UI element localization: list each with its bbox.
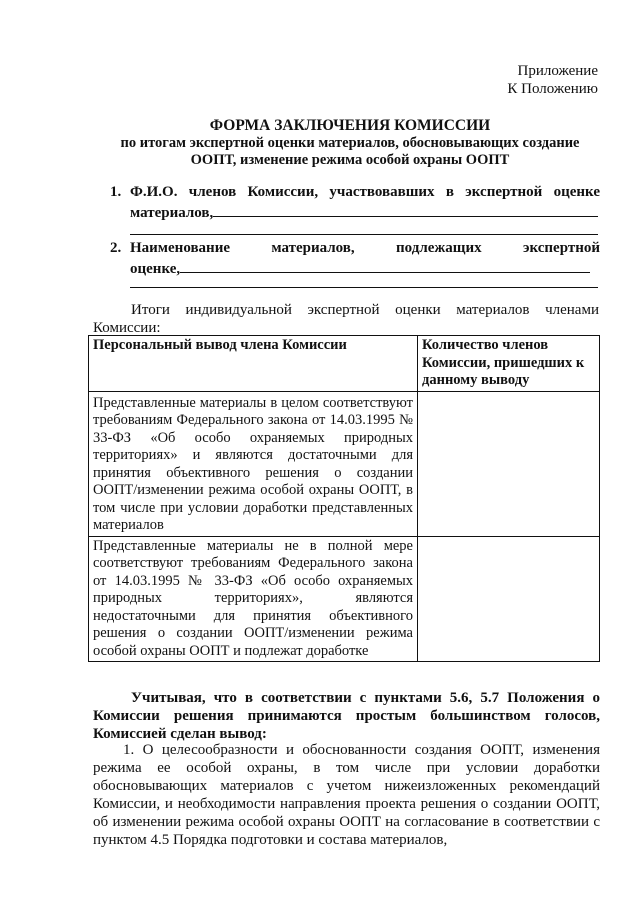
item-number: 2. [110, 240, 122, 256]
item-text-line-2-wrap [130, 202, 600, 223]
item-text-line-2-wrap [130, 258, 600, 279]
fill-line[interactable] [213, 202, 598, 217]
item-number: 1. [110, 184, 122, 200]
table-header-row [89, 336, 600, 392]
item-text-line-1: Ф.И.О. членов Комиссии, участвовавших в экспертной оценке [130, 184, 600, 200]
table-cell-conclusion: Представленные материалы не в полной мере соответствуют требованиям Федерального закона от 14.03.1995 № 33-ФЗ «Об особо охраняемых природных территориях», являются недостаточными для принятия объективного решения о создании ООПТ/изменении режима особой охраны ООПТ и подлежат доработке [89, 536, 418, 662]
table-cell-conclusion: Представленные материалы в целом соответствуют требованиям Федерального закона от 14.03.1995 № 33-ФЗ «Об особо охраняемых природных территориях» и являются достаточными для принятия объективного решения о создании ООПТ/изменении режима особой охраны ООПТ, в том числе при условии доработки представленных материалов [89, 391, 418, 536]
form-subtitle-line-2: ООПТ, изменение режима особой охраны ООПТ [190, 152, 510, 168]
evaluation-table [88, 335, 600, 662]
appendix-header [507, 62, 598, 98]
table-header-conclusion: Персональный вывод члена Комиссии [89, 336, 418, 392]
fill-line[interactable] [180, 258, 590, 273]
conclusion-point-1: 1. О целесообразности и обоснованности создания ООПТ, изменения режима ее особой охраны, в том числе при условии доработки обосновывающих материалов с учетом нижеизложенных рекомендаций Комиссии, и необходимости направления проекта решения о создании ООПТ, об изменении режима особой охраны ООПТ на согласование в соответствии с пунктом 4.5 Порядка подготовки и состава материалов, [93, 742, 600, 848]
table-row [89, 391, 600, 536]
table-header-count: Количество членов Комиссии, пришедших к данному выводу [418, 336, 600, 392]
conclusion-lead: Учитывая, что в соответствии с пунктами 5.6, 5.7 Положения о Комиссии решения принимаются простым большинством голосов, Комиссией сделан вывод: [93, 690, 600, 742]
item-text-line-1: Наименование материалов, подлежащих экспертной [130, 240, 600, 256]
appendix-label: Приложение [517, 63, 598, 79]
table-row [89, 536, 600, 662]
table-cell-count[interactable] [418, 536, 600, 662]
item-text-line-2: материалов, [130, 205, 214, 221]
appendix-reference: К Положению [507, 81, 598, 97]
form-title: ФОРМА ЗАКЛЮЧЕНИЯ КОМИССИИ [209, 117, 491, 134]
table-cell-count[interactable] [418, 391, 600, 536]
form-subtitle [90, 135, 610, 169]
blank-line [130, 234, 598, 235]
form-subtitle-line-1: по итогам экспертной оценки материалов, обосновывающих создание [120, 135, 580, 151]
item-text-line-2: оценке, [130, 261, 181, 277]
blank-line [130, 287, 598, 288]
intro-paragraph: Итоги индивидуальной экспертной оценки материалов членами Комиссии: [93, 302, 599, 336]
